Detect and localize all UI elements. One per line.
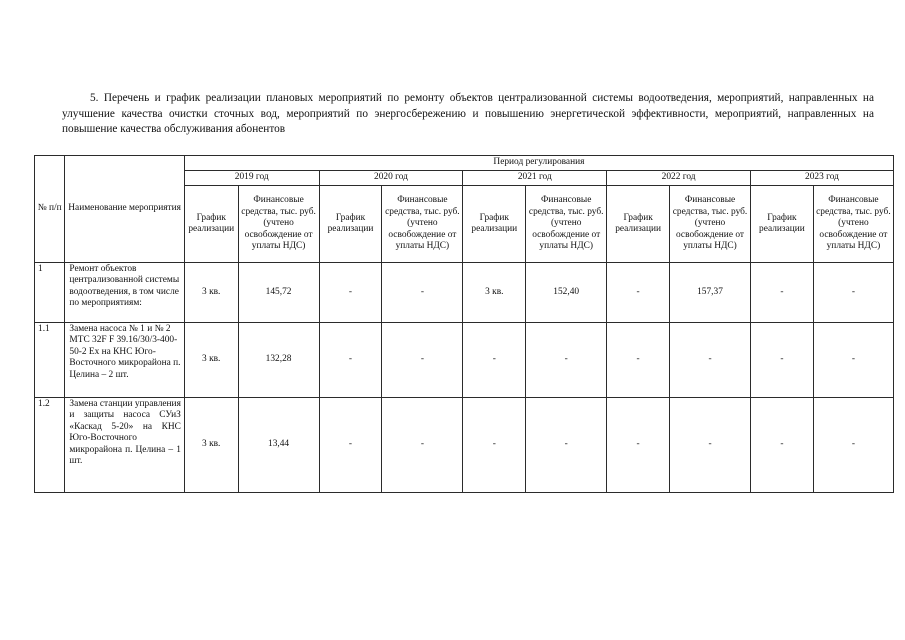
column-header-name: Наименование мероприятия bbox=[65, 156, 185, 263]
year-header-2023: 2023 год bbox=[751, 171, 894, 186]
cell-value: - bbox=[813, 398, 893, 493]
table-row bbox=[35, 263, 894, 323]
cell-value: 3 кв. bbox=[463, 263, 526, 323]
sub-header-schedule: График реализации bbox=[607, 186, 670, 263]
table-row bbox=[35, 323, 894, 398]
plan-table bbox=[34, 155, 894, 493]
cell-value: - bbox=[382, 263, 463, 323]
row-name: Замена насоса № 1 и № 2 МТС 32F F 39.16/30/3-400-50-2 Ex на КНС Юго-Восточного микрорайона п. Целина – 2 шт. bbox=[65, 323, 185, 398]
cell-value: 3 кв. bbox=[184, 323, 238, 398]
cell-value: 157,37 bbox=[670, 263, 751, 323]
cell-value: - bbox=[319, 398, 382, 493]
column-header-num: № п/п bbox=[35, 156, 65, 263]
cell-value: - bbox=[526, 398, 607, 493]
cell-value: - bbox=[670, 398, 751, 493]
cell-value: - bbox=[670, 323, 751, 398]
cell-value: 13,44 bbox=[238, 398, 319, 493]
year-header-2020: 2020 год bbox=[319, 171, 463, 186]
cell-value: 3 кв. bbox=[184, 398, 238, 493]
section-heading: 5. Перечень и график реализации плановых мероприятий по ремонту объектов централизованной системы водоотведения, мероприятий, направленных на улучшение качества очистки сточных вод, мероприятий по энергосбережению и повышению энергетической эффективности, мероприятий, направленных на повышение качества обслуживания абонентов bbox=[62, 92, 874, 135]
cell-value: - bbox=[751, 398, 814, 493]
sub-header-schedule: График реализации bbox=[751, 186, 814, 263]
cell-value: - bbox=[751, 323, 814, 398]
cell-value: 145,72 bbox=[238, 263, 319, 323]
row-name: Ремонт объектов централизованной системы водоотведения, в том числе по мероприятиям: bbox=[65, 263, 185, 323]
sub-header-schedule: График реализации bbox=[184, 186, 238, 263]
row-number: 1.2 bbox=[35, 398, 65, 493]
period-header: Период регулирования bbox=[184, 156, 893, 171]
year-header-2022: 2022 год bbox=[607, 171, 751, 186]
cell-value: - bbox=[319, 323, 382, 398]
sub-header-finance: Финансовые средства, тыс. руб. (учтено освобождение от уплаты НДС) bbox=[382, 186, 463, 263]
cell-value: - bbox=[607, 263, 670, 323]
cell-value: 152,40 bbox=[526, 263, 607, 323]
cell-value: - bbox=[319, 263, 382, 323]
cell-value: - bbox=[382, 323, 463, 398]
cell-value: - bbox=[751, 263, 814, 323]
table-row bbox=[35, 398, 894, 493]
cell-value: - bbox=[526, 323, 607, 398]
cell-value: - bbox=[463, 323, 526, 398]
cell-value: - bbox=[813, 323, 893, 398]
sub-header-finance: Финансовые средства, тыс. руб. (учтено освобождение от уплаты НДС) bbox=[670, 186, 751, 263]
row-number: 1.1 bbox=[35, 323, 65, 398]
cell-value: - bbox=[607, 398, 670, 493]
cell-value: - bbox=[813, 263, 893, 323]
row-name: Замена станции управления и защиты насоса СУиЗ «Каскад 5-20» на КНС Юго-Восточного микрорайона п. Целина – 1 шт. bbox=[65, 398, 185, 493]
cell-value: - bbox=[382, 398, 463, 493]
sub-header-finance: Финансовые средства, тыс. руб. (учтено освобождение от уплаты НДС) bbox=[526, 186, 607, 263]
sub-header-schedule: График реализации bbox=[319, 186, 382, 263]
row-number: 1 bbox=[35, 263, 65, 323]
year-header-2019: 2019 год bbox=[184, 171, 319, 186]
sub-header-schedule: График реализации bbox=[463, 186, 526, 263]
cell-value: - bbox=[607, 323, 670, 398]
sub-header-finance: Финансовые средства, тыс. руб. (учтено освобождение от уплаты НДС) bbox=[238, 186, 319, 263]
cell-value: - bbox=[463, 398, 526, 493]
sub-header-finance: Финансовые средства, тыс. руб. (учтено освобождение от уплаты НДС) bbox=[813, 186, 893, 263]
cell-value: 3 кв. bbox=[184, 263, 238, 323]
cell-value: 132,28 bbox=[238, 323, 319, 398]
year-header-2021: 2021 год bbox=[463, 171, 607, 186]
